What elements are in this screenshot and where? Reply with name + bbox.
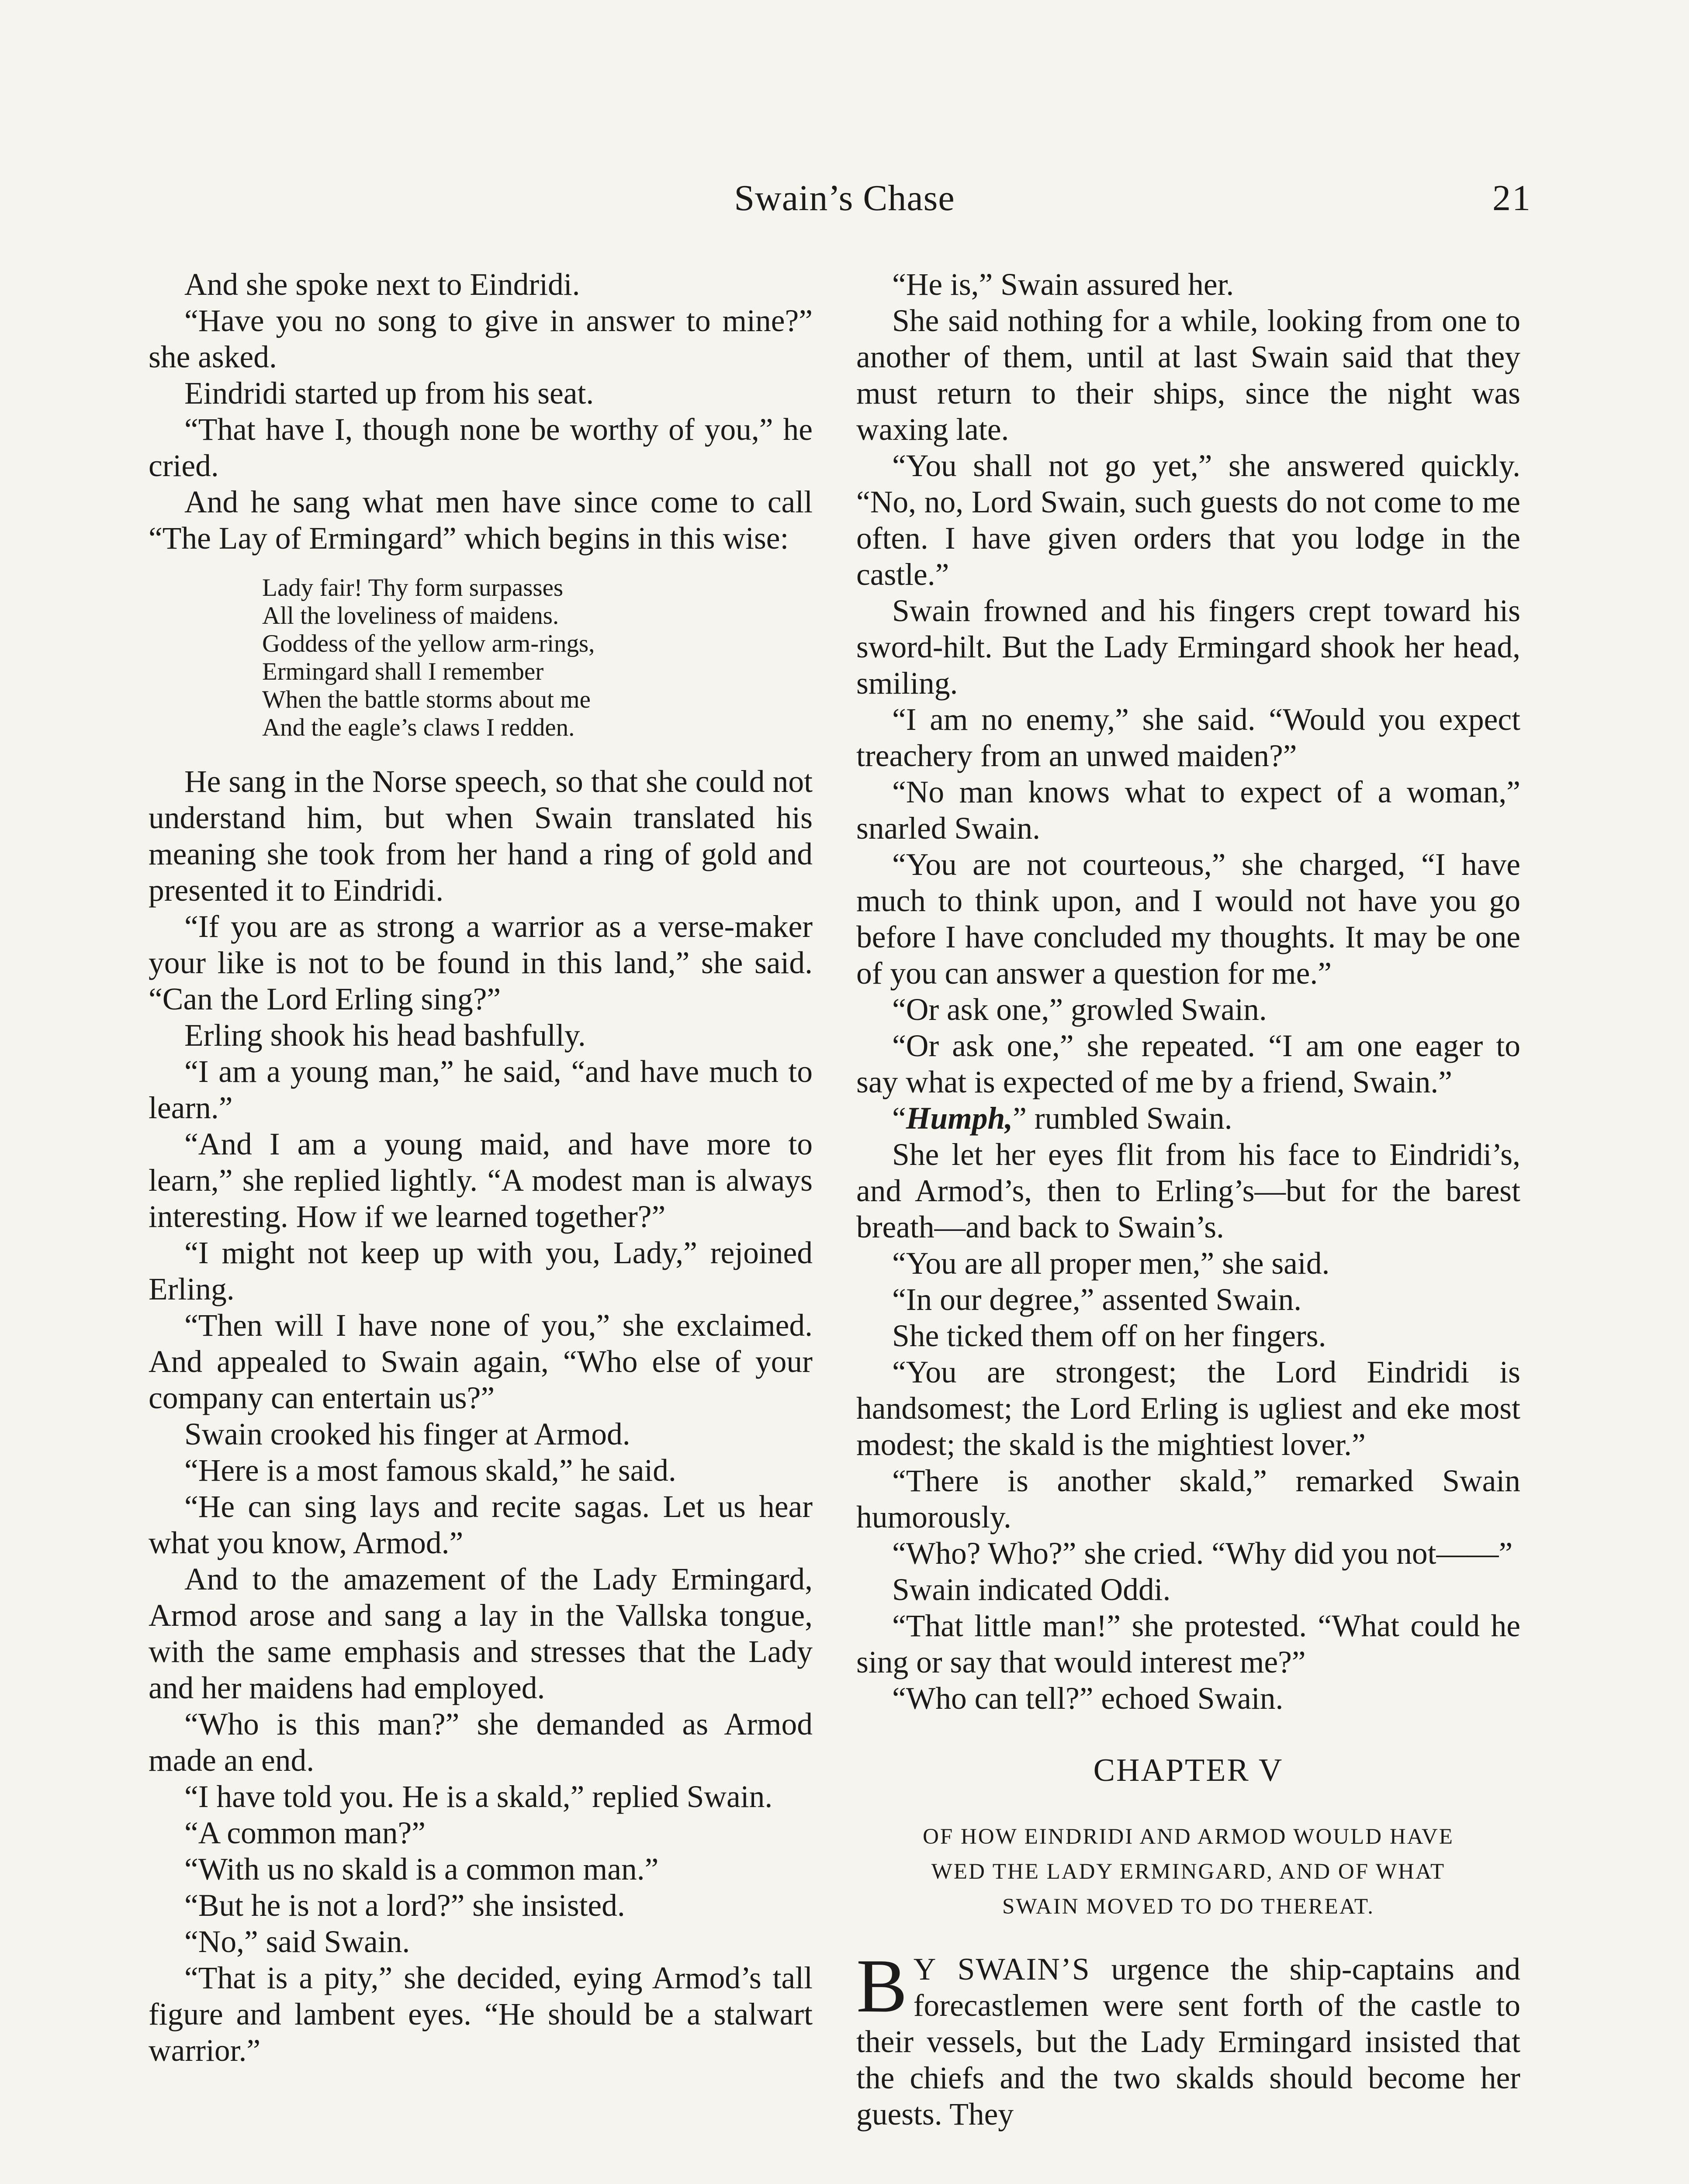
chapter-summary-line: WED THE LADY ERMINGARD, AND OF WHAT — [931, 1859, 1446, 1884]
paragraph: Swain indicated Oddi. — [892, 1572, 1171, 1607]
paragraph: “Or ask one,” she repeated. “I am one eager to say what is expected of me by a friend, Swain.” — [856, 1029, 1520, 1099]
paragraph: “Then will I have none of you,” she exclaimed. And appealed to Swain again, “Who else of your company can entertain us?” — [149, 1308, 813, 1415]
paragraph: Swain crooked his finger at Armod. — [184, 1417, 630, 1451]
chapter-summary-line: SWAIN MOVED TO DO THEREAT. — [1002, 1894, 1374, 1919]
poem-line: Lady fair! Thy form surpasses — [262, 574, 564, 601]
paragraph: “I have told you. He is a skald,” replied Swain. — [184, 1780, 773, 1814]
paragraph: “In our degree,” assented Swain. — [892, 1282, 1302, 1317]
paragraph: “No man knows what to expect of a woman,” snarled Swain. — [856, 775, 1520, 846]
paragraph: “Or ask one,” growled Swain. — [892, 992, 1267, 1027]
paragraph: “Who is this man?” she demanded as Armod made an end. — [149, 1707, 813, 1778]
paragraph: “That have I, though none be worthy of you,” he cried. — [149, 412, 813, 483]
paragraph: “But he is not a lord?” she insisted. — [184, 1888, 625, 1923]
chapter-opening-paragraph — [856, 1943, 1520, 2132]
paragraph: She said nothing for a while, looking from one to another of them, until at last Swain said that they must return to their ships, since the night was waxing late. — [856, 304, 1520, 447]
paragraph: “Humph,” rumbled Swain. — [892, 1101, 1232, 1136]
right-column — [856, 266, 1520, 2132]
paragraph: “You are all proper men,” she said. — [892, 1246, 1330, 1281]
paragraph: “No,” said Swain. — [184, 1925, 410, 1959]
paragraph: “I might not keep up with you, Lady,” rejoined Erling. — [149, 1236, 813, 1306]
poem-line: Goddess of the yellow arm-rings, — [262, 630, 595, 657]
paragraph: “A common man?” — [184, 1816, 426, 1850]
emphasis-humph: Humph, — [906, 1101, 1013, 1136]
running-head — [0, 177, 1689, 225]
paragraph: “Who? Who?” she cried. “Why did you not——” — [892, 1536, 1513, 1571]
paragraph: “That is a pity,” she decided, eying Armod’s tall figure and lambent eyes. “He should be a stalwart warrior.” — [149, 1961, 813, 2068]
running-title: Swain’s Chase — [734, 178, 955, 218]
paragraph: And to the amazement of the Lady Ermingard, Armod arose and sang a lay in the Vallska tongue, with the same emphasis and stresses that the Lady and her maidens had employed. — [149, 1562, 813, 1705]
chapter-heading: CHAPTER V — [1093, 1752, 1284, 1788]
paragraph: “And I am a young maid, and have more to learn,” she replied lightly. “A modest man is always interesting. How if we learned together?” — [149, 1127, 813, 1234]
paragraph: “You are strongest; the Lord Eindridi is handsomest; the Lord Erling is ugliest and eke most modest; the skald is the mightiest lover.” — [856, 1355, 1520, 1462]
paragraph: “That little man!” she protested. “What could he sing or say that would interest me?” — [856, 1609, 1520, 1679]
left-column — [149, 266, 813, 2069]
paragraph-text: rumbled Swain. — [1026, 1101, 1232, 1136]
paragraph: “You shall not go yet,” she answered quickly. “No, no, Lord Swain, such guests do not come to me often. I have given orders that you lodge in the castle.” — [856, 449, 1520, 592]
paragraph: “Here is a most famous skald,” he said. — [184, 1453, 676, 1488]
paragraph: She let her eyes flit from his face to Eindridi’s, and Armod’s, then to Erling’s—but for the barest breath—and back to Swain’s. — [856, 1137, 1520, 1244]
paragraph: She ticked them off on her fingers. — [892, 1319, 1326, 1353]
paragraph: Eindridi started up from his seat. — [184, 376, 594, 411]
chapter-summary — [856, 1819, 1520, 1924]
poem-line: When the battle storms about me — [262, 686, 591, 713]
poem-line: Ermingard shall I remember — [262, 658, 544, 685]
drop-cap: B — [856, 1943, 907, 2028]
paragraph: “I am no enemy,” she said. “Would you expect treachery from an unwed maiden?” — [856, 702, 1520, 773]
paragraph: “You are not courteous,” she charged, “I have much to think upon, and I would not have you go before I have concluded my thoughts. It may be one of you can answer a question for me.” — [856, 847, 1520, 991]
paragraph: He sang in the Norse speech, so that she could not understand him, but when Swain translated his meaning she took from her hand a ring of gold and presented it to Eindridi. — [149, 764, 813, 908]
paragraph: Erling shook his head bashfully. — [184, 1018, 586, 1053]
chapter-summary-line: OF HOW EINDRIDI AND ARMOD WOULD HAVE — [923, 1825, 1454, 1849]
poem-lay-of-ermingard — [262, 574, 813, 742]
paragraph: Swain frowned and his fingers crept toward his sword-hilt. But the Lady Ermingard shook her head, smiling. — [856, 594, 1520, 701]
paragraph: And he sang what men have since come to call “The Lay of Ermingard” which begins in this wise: — [149, 485, 813, 556]
paragraph: “With us no skald is a common man.” — [184, 1852, 659, 1887]
poem-line: And the eagle’s claws I redden. — [262, 714, 575, 741]
paragraph: “He is,” Swain assured her. — [892, 267, 1234, 302]
paragraph: “Have you no song to give in answer to mine?” she asked. — [149, 304, 813, 374]
opening-small-caps: Y SWAIN’S — [913, 1952, 1090, 1987]
paragraph: “There is another skald,” remarked Swain humorously. — [856, 1464, 1520, 1534]
poem-line: All the loveliness of maidens. — [262, 602, 559, 629]
paragraph: “If you are as strong a warrior as a verse-maker your like is not to be found in this land,” she said. “Can the Lord Erling sing?” — [149, 909, 813, 1016]
paragraph-text: urgence the ship-captains and forecastlemen were sent forth of the castle to their vessels, but the Lady Ermingard insisted that the chiefs and the two skalds should become her guests. They — [856, 1952, 1520, 2132]
paragraph: “Who can tell?” echoed Swain. — [892, 1681, 1284, 1716]
page-number: 21 — [1492, 178, 1532, 218]
paragraph: “He can sing lays and recite sagas. Let us hear what you know, Armod.” — [149, 1489, 813, 1560]
paragraph: And she spoke next to Eindridi. — [184, 267, 580, 302]
paragraph: “I am a young man,” he said, “and have much to learn.” — [149, 1054, 813, 1125]
